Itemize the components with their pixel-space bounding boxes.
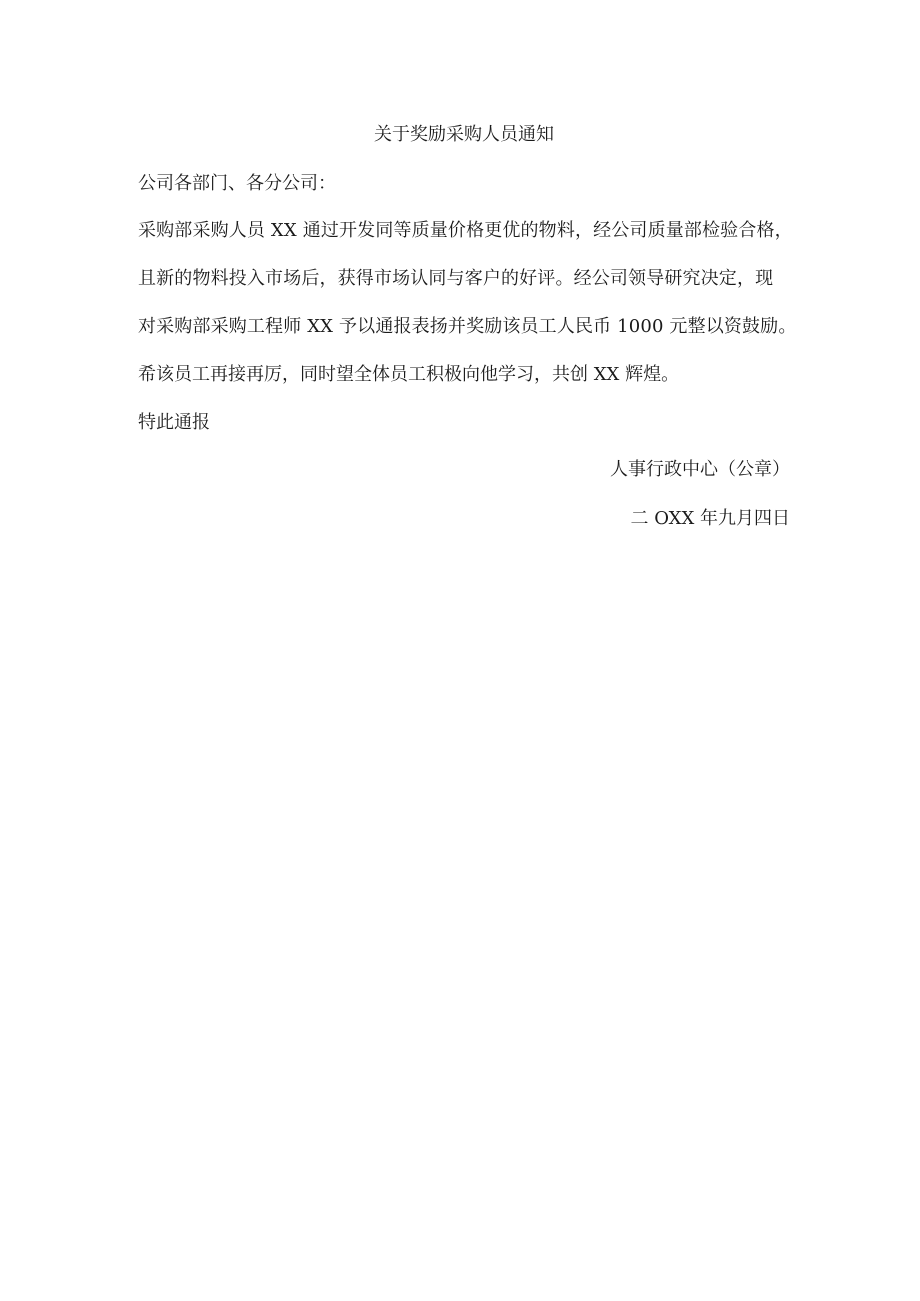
closing-line: 特此通报: [138, 412, 210, 433]
body-line-1: 采购部采购人员 XX 通过开发同等质量价格更优的物料，经公司质量部检验合格，: [138, 220, 793, 241]
issue-date: 二 OXX 年九月四日: [630, 508, 790, 529]
salutation: 公司各部门、各分公司：: [138, 173, 336, 194]
body-line-2: 且新的物料投入市场后，获得市场认同与客户的好评。经公司领导研究决定，现: [138, 268, 774, 289]
body-line-4: 希该员工再接再厉，同时望全体员工积极向他学习，共创 XX 辉煌。: [138, 364, 680, 385]
document-title: 关于奖励采购人员通知: [374, 124, 554, 145]
issuer-signature: 人事行政中心（公章）: [610, 459, 790, 480]
body-line-3: 对采购部采购工程师 XX 予以通报表扬并奖励该员工人民币 1000 元整以资鼓励。: [138, 316, 797, 337]
